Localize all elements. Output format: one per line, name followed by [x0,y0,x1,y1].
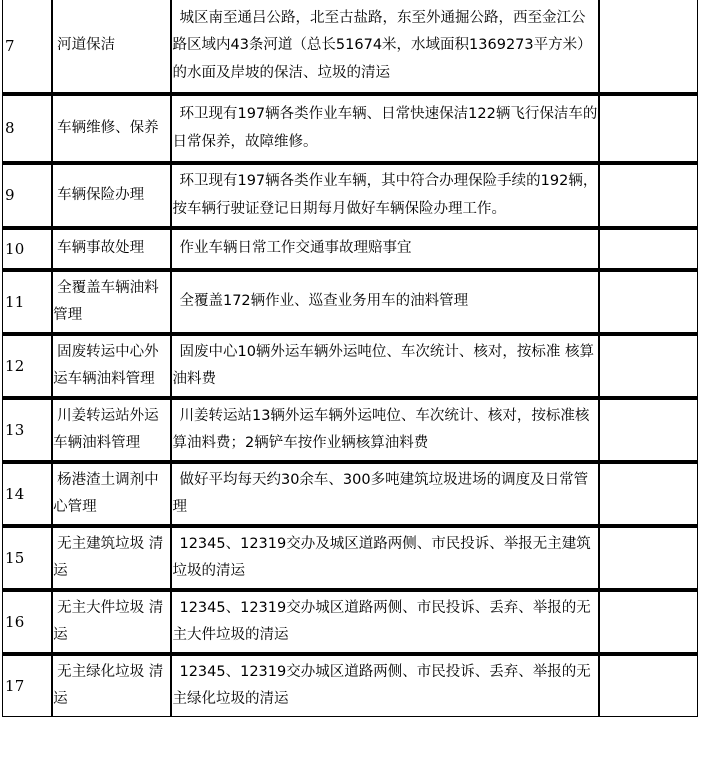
table-row [2,164,698,227]
row-index: 8 [5,119,15,138]
row-name-cell [52,399,171,461]
row-description: 作业车辆日常工作交通事故理赔事宜 [179,240,412,257]
row-name: 车辆维修、保养 [57,119,159,136]
row-name-cell [52,271,171,333]
row-description: 全覆盖172辆作业、巡查业务用车的油料管理 [179,293,469,310]
row-index: 12 [5,356,25,375]
row-extra [600,613,604,629]
row-extra [600,485,604,501]
row-extra-cell [599,591,698,653]
row-extra [600,357,604,373]
row-description-cell [171,95,598,162]
row-index: 13 [5,420,25,439]
row-index-cell [2,335,52,397]
row-extra-cell [599,399,698,461]
row-name: 川姜转运站外运车辆油料管理 [53,407,159,451]
row-description-cell [171,0,598,93]
row-name-cell [52,0,171,93]
responsibility-table [2,0,698,717]
row-index-cell [2,591,52,653]
row-index-cell [2,271,52,333]
row-index-cell [2,95,52,162]
row-extra-cell [599,229,698,269]
row-index: 11 [5,292,25,311]
table-row [2,271,698,333]
row-extra [600,421,604,437]
row-description: 固废中心10辆外运车辆外运吨位、车次统计、核对，按标准 核算油料费 [172,343,595,387]
row-extra [600,677,604,693]
table-row [2,229,698,269]
row-extra [600,120,604,136]
row-index-cell [2,229,52,269]
row-extra [600,187,604,203]
row-description-cell [171,655,598,717]
table-row [2,591,698,653]
row-description: 12345、12319交办城区道路两侧、市民投诉、丢弃、举报的无主大件垃圾的清运 [172,599,591,643]
row-description-cell [171,399,598,461]
row-description: 12345、12319交办及城区道路两侧、市民投诉、举报无主建筑垃圾的清运 [172,535,591,579]
row-index: 9 [5,186,15,205]
row-extra-cell [599,0,698,93]
row-index: 7 [5,36,15,55]
row-extra-cell [599,335,698,397]
row-description-cell [171,335,598,397]
row-index-cell [2,527,52,589]
row-name-cell [52,95,171,162]
row-name-cell [52,655,171,717]
row-description-cell [171,591,598,653]
row-name: 全覆盖车辆油料管理 [53,279,159,323]
row-extra [600,293,604,309]
table-row [2,463,698,525]
row-index: 14 [5,484,25,503]
row-name: 车辆事故处理 [57,240,145,257]
row-extra [600,240,604,256]
row-description: 12345、12319交办城区道路两侧、市民投诉、丢弃、举报的无主绿化垃圾的清运 [172,663,591,707]
table-body [2,0,698,717]
row-index-cell [2,164,52,227]
row-name-cell [52,164,171,227]
row-extra-cell [599,271,698,333]
row-name-cell [52,527,171,589]
row-name: 无主绿化垃圾 清运 [53,663,164,707]
row-extra-cell [599,527,698,589]
row-name-cell [52,591,171,653]
row-name-cell [52,229,171,269]
row-name: 车辆保险办理 [57,186,145,203]
row-name: 杨港渣土调剂中心管理 [53,471,159,515]
row-index-cell [2,399,52,461]
table-row [2,95,698,162]
row-name: 无主建筑垃圾 清运 [53,535,164,579]
row-description-cell [171,527,598,589]
row-description: 环卫现有197辆各类作业车辆，其中符合办理保险手续的192辆，按车辆行驶证登记日期每月做好车辆保险办理工作。 [172,173,598,217]
table-row [2,335,698,397]
row-description: 做好平均每天约30余车、300多吨建筑垃圾进场的调度及日常管理 [172,471,589,515]
row-extra [600,549,604,565]
row-extra-cell [599,95,698,162]
row-description-cell [171,229,598,269]
row-name-cell [52,463,171,525]
row-extra [600,37,604,53]
table-row [2,0,698,93]
table-row [2,655,698,717]
row-index: 16 [5,612,25,631]
row-index-cell [2,0,52,93]
row-name: 无主大件垃圾 清运 [53,599,164,643]
row-index-cell [2,655,52,717]
row-name: 固废转运中心外运车辆油料管理 [53,343,159,387]
row-description: 川姜转运站13辆外运车辆外运吨位、车次统计、核对，按标准核算油料费；2辆铲车按作业辆核算油料费 [172,407,590,451]
row-description-cell [171,463,598,525]
table-row [2,399,698,461]
row-name-cell [52,335,171,397]
row-name: 河道保洁 [57,37,116,54]
row-index: 17 [5,676,25,695]
row-description: 环卫现有197辆各类作业车辆、日常快速保洁122辆飞行保洁车的日常保养，故障维修。 [172,106,598,150]
row-index-cell [2,463,52,525]
row-description: 城区南至通吕公路，北至古盐路，东至外通掘公路，西至金江公路区域内43条河道（总长51674米，水域面积1369273平方米）的水面及岸坡的保洁、垃圾的清运 [172,10,592,81]
row-index: 15 [5,548,25,567]
row-extra-cell [599,655,698,717]
row-extra-cell [599,463,698,525]
row-extra-cell [599,164,698,227]
row-description-cell [171,271,598,333]
row-description-cell [171,164,598,227]
row-index: 10 [5,239,25,258]
table-row [2,527,698,589]
